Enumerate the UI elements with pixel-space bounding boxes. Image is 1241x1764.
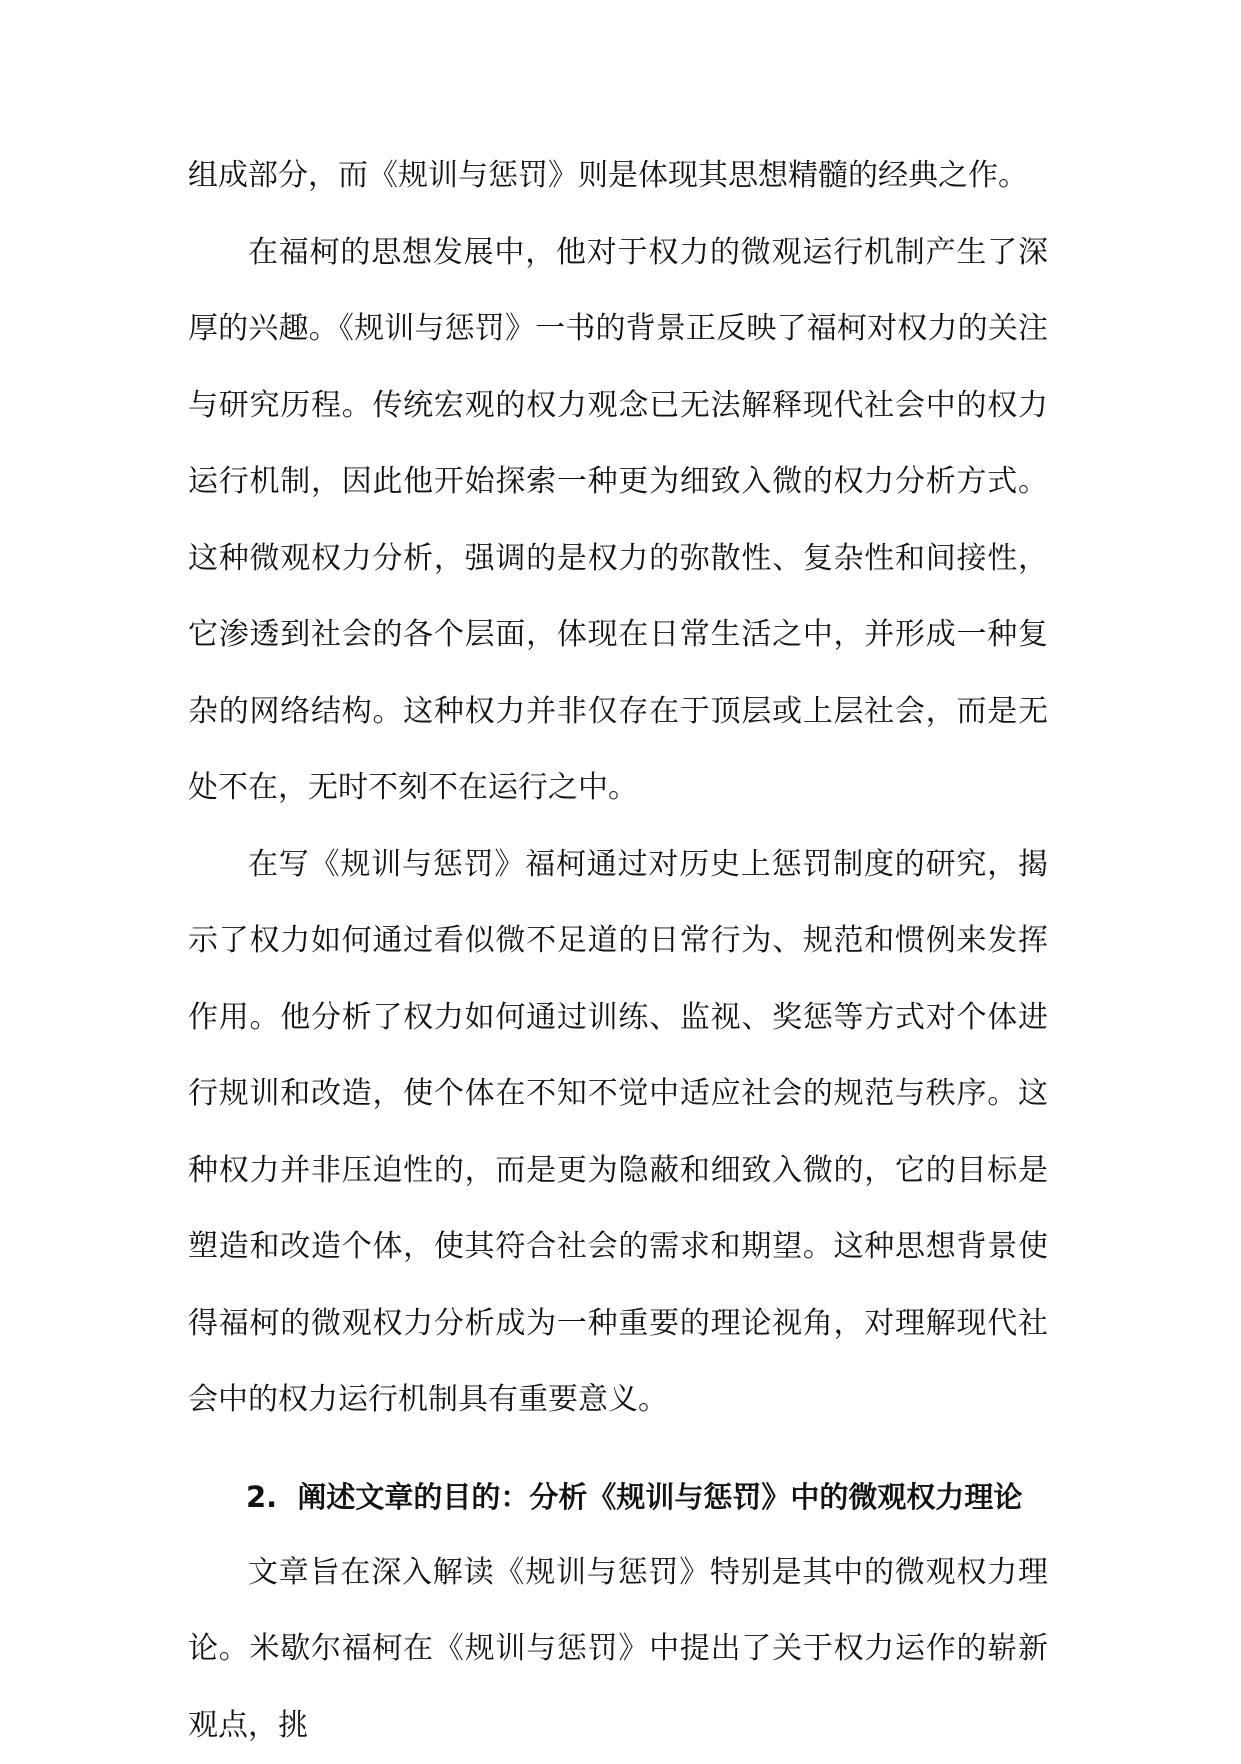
- paragraph-background: 在福柯的思想发展中，他对于权力的微观运行机制产生了深厚的兴趣。《规训与惩罚》一书的背景正反映了福柯对权力的关注与研究历程。传统宏观的权力观念已无法解释现代社会中的权力运行机制，因此他开始探索一种更为细致入微的权力分析方式。这种微观权力分析，强调的是权力的弥散性、复杂性和间接性，它渗透到社会的各个层面，体现在日常生活之中，并形成一种复杂的网络结构。这种权力并非仅存在于顶层或上层社会，而是无处不在，无时不刻不在运行之中。: [188, 215, 1048, 827]
- section-heading: [188, 1459, 1048, 1535]
- section-title: 阐述文章的目的：分析《规训与惩罚》中的微观权力理论: [297, 1480, 1022, 1514]
- section-number: 2.: [246, 1480, 277, 1514]
- paragraph-continuation: 组成部分，而《规训与惩罚》则是体现其思想精髓的经典之作。: [188, 138, 1048, 215]
- paragraph-purpose: 文章旨在深入解读《规训与惩罚》特别是其中的微观权力理论。米歇尔福柯在《规训与惩罚》中提出了关于权力运作的崭新观点，挑: [188, 1535, 1048, 1764]
- paragraph-discipline-punish: 在写《规训与惩罚》福柯通过对历史上惩罚制度的研究，揭示了权力如何通过看似微不足道的日常行为、规范和惯例来发挥作用。他分析了权力如何通过训练、监视、奖惩等方式对个体进行规训和改造，使个体在不知不觉中适应社会的规范与秩序。这种权力并非压迫性的，而是更为隐蔽和细致入微的，它的目标是塑造和改造个体，使其符合社会的需求和期望。这种思想背景使得福柯的微观权力分析成为一种重要的理论视角，对理解现代社会中的权力运行机制具有重要意义。: [188, 827, 1048, 1439]
- document-body: [188, 138, 1048, 1764]
